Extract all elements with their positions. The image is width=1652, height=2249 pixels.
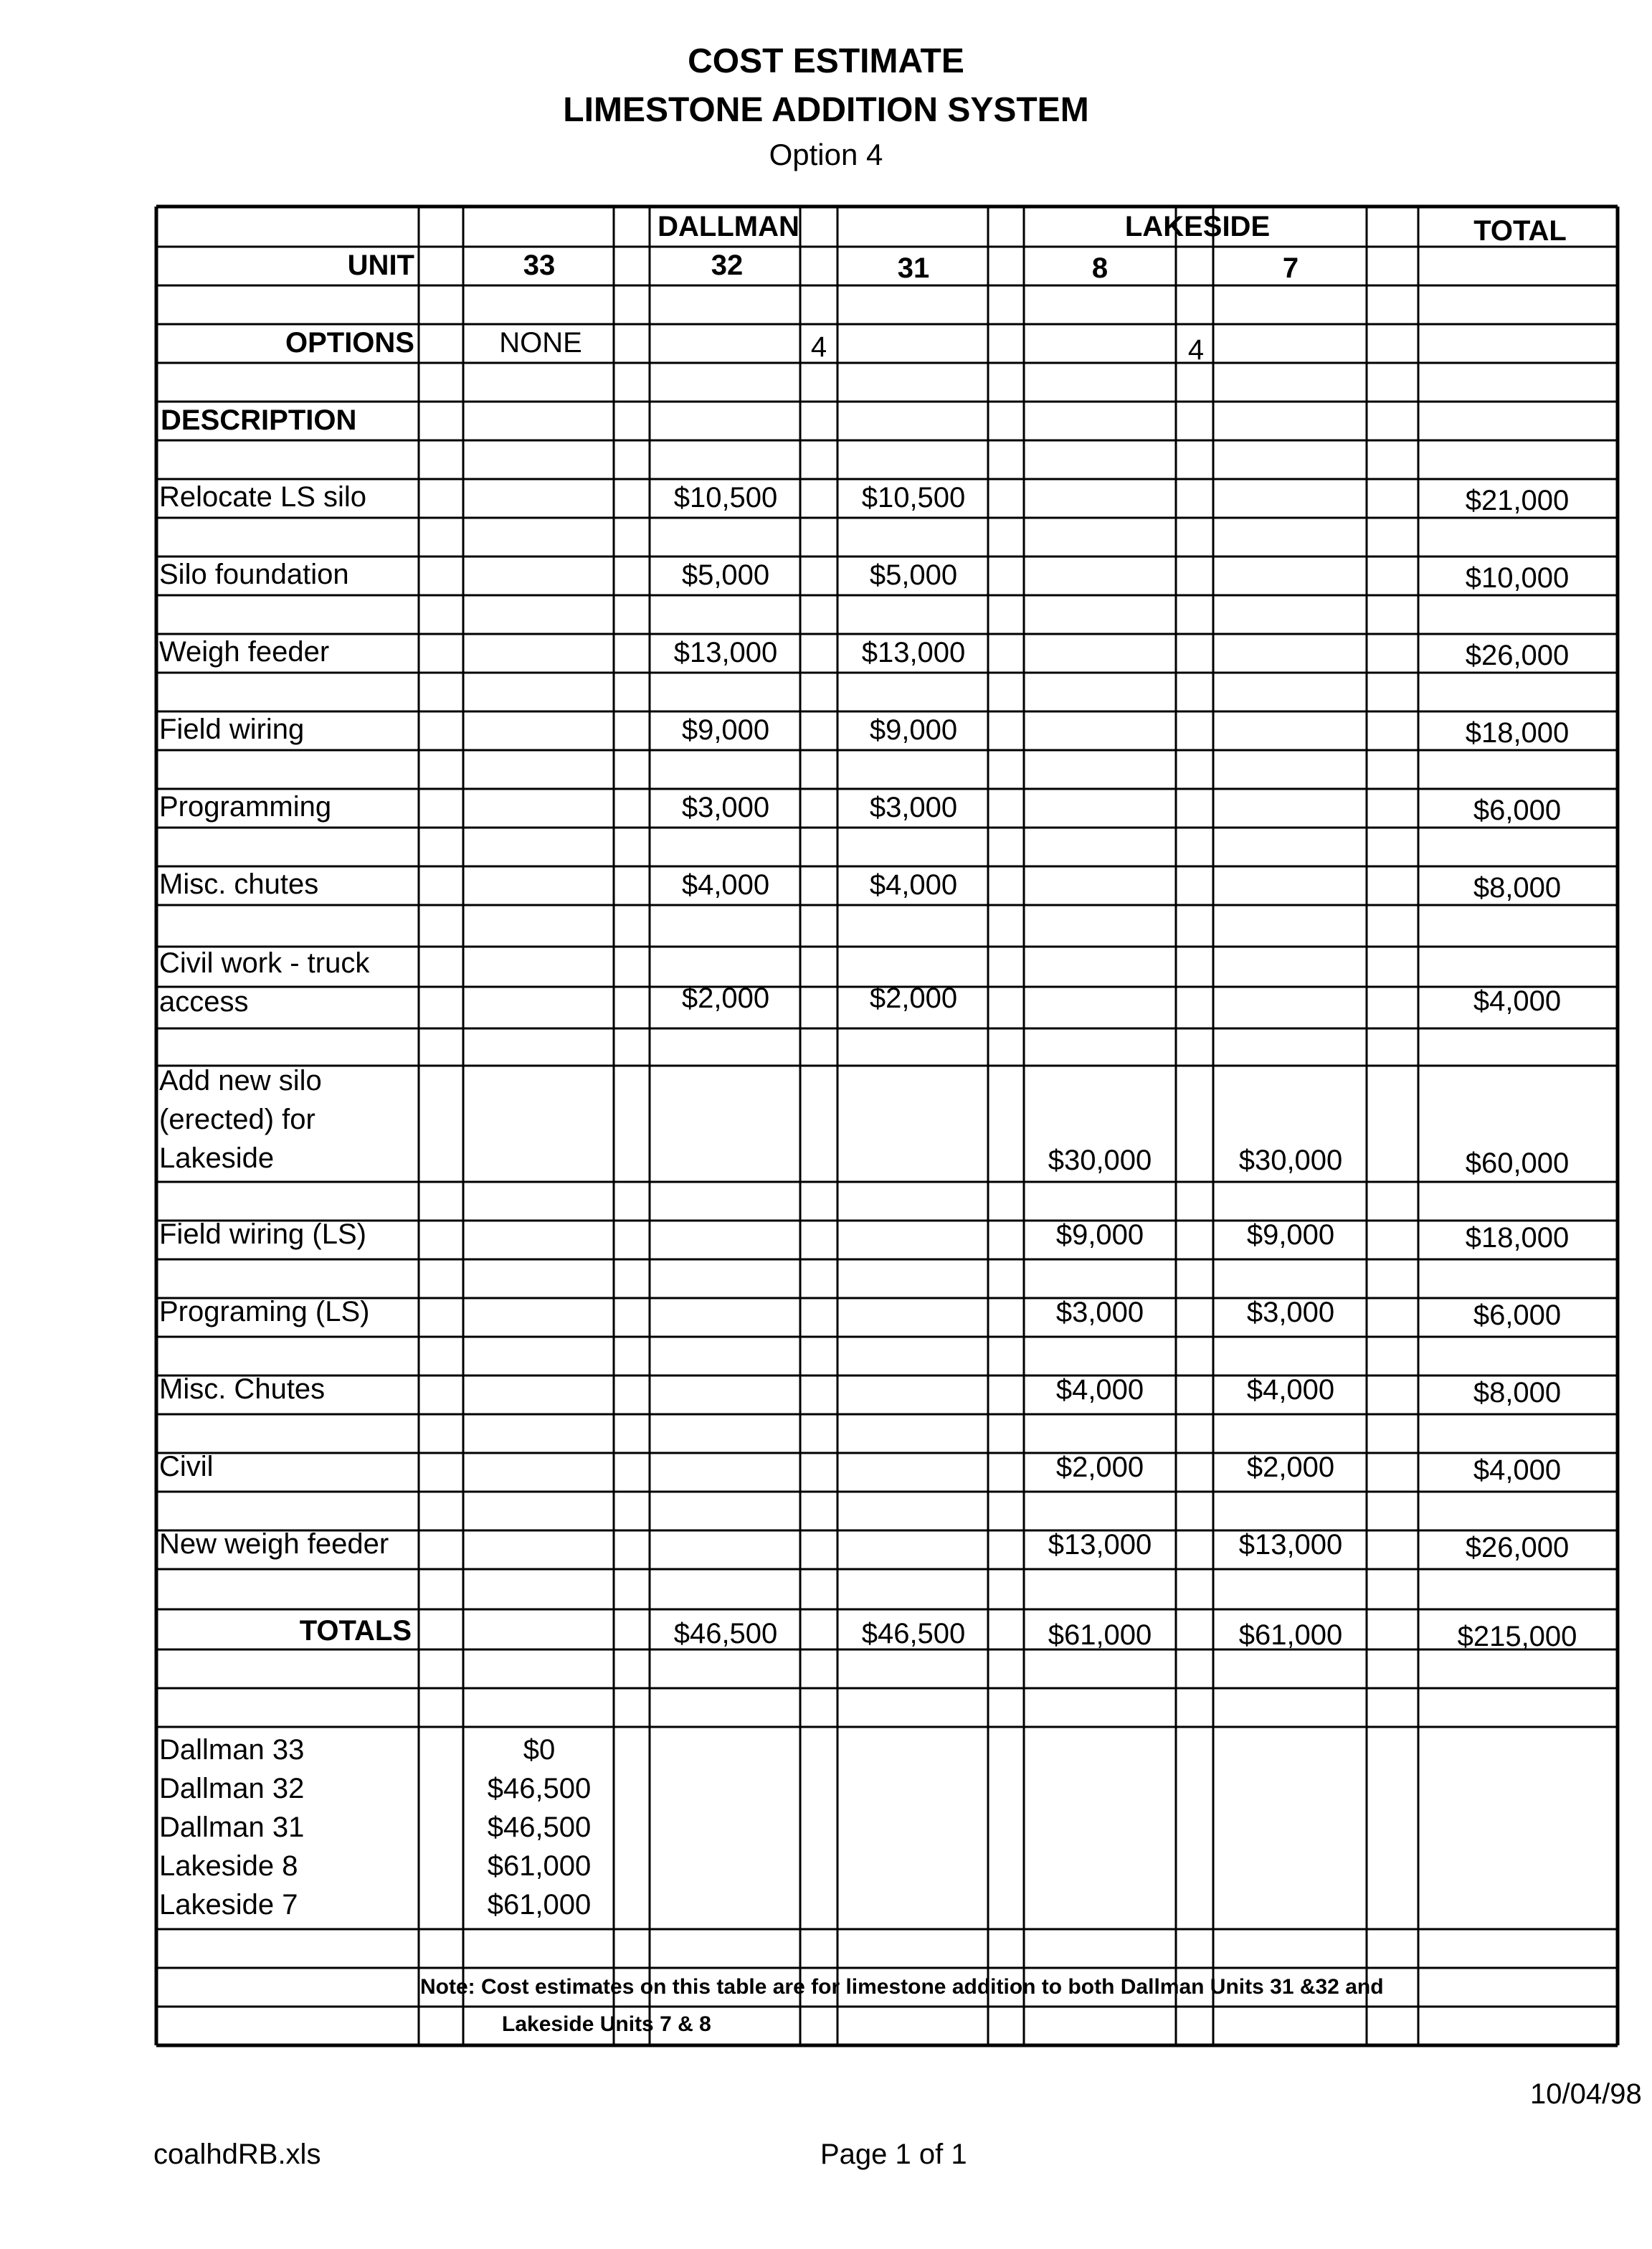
summary-name: Lakeside 7	[159, 1889, 298, 1921]
row-cost-32: $10,500	[673, 482, 778, 513]
row-cost-32: $4,000	[681, 869, 770, 901]
row-cost-31: $3,000	[869, 792, 958, 823]
unit-31: 31	[897, 252, 930, 284]
row-cost-32: $3,000	[681, 792, 770, 823]
row-description: Misc. chutes	[159, 868, 319, 900]
row-description: Civil work - truck access	[159, 947, 370, 1018]
summary-name: Dallman 31	[159, 1812, 305, 1843]
summary-name: Dallman 33	[159, 1734, 305, 1766]
row-description: New weigh feeder	[159, 1528, 389, 1560]
row-cost-7: $2,000	[1246, 1452, 1335, 1483]
totals-31: $46,500	[861, 1618, 966, 1649]
row-cost-total: $21,000	[1465, 485, 1570, 516]
summary-name: Dallman 32	[159, 1773, 305, 1804]
row-cost-31: $2,000	[869, 983, 958, 1014]
footer-filename: coalhdRB.xls	[153, 2139, 321, 2170]
summary-value: $0	[523, 1734, 556, 1766]
row-cost-total: $10,000	[1465, 562, 1570, 594]
row-cost-32: $2,000	[681, 983, 770, 1014]
row-description: Civil	[159, 1451, 214, 1482]
row-cost-8: $30,000	[1048, 1145, 1152, 1176]
row-description: Relocate LS silo	[159, 481, 367, 513]
group-dallman: DALLMAN	[658, 211, 799, 242]
totals-total: $215,000	[1457, 1621, 1577, 1652]
row-description: Weigh feeder	[159, 636, 330, 668]
totals-7: $61,000	[1238, 1619, 1343, 1651]
row-cost-8: $9,000	[1055, 1219, 1144, 1251]
summary-name: Lakeside 8	[159, 1850, 298, 1882]
row-cost-total: $26,000	[1465, 640, 1570, 671]
option-dallman: 4	[810, 331, 827, 363]
row-cost-8: $4,000	[1055, 1374, 1144, 1406]
unit-33: 33	[523, 250, 556, 281]
group-lakeside: LAKESIDE	[1124, 211, 1271, 242]
row-cost-total: $8,000	[1473, 1377, 1562, 1408]
row-cost-31: $9,000	[869, 714, 958, 746]
row-cost-7: $9,000	[1246, 1219, 1335, 1251]
note-line-1: Note: Cost estimates on this table are for limestone addition to both Dallman Units 31 &32 and	[420, 1975, 1384, 1999]
document-title: COST ESTIMATE	[688, 42, 964, 80]
unit-8: 8	[1091, 252, 1109, 284]
row-cost-total: $60,000	[1465, 1147, 1570, 1179]
row-cost-8: $13,000	[1048, 1529, 1152, 1561]
totals-label: TOTALS	[299, 1615, 412, 1647]
document-option: Option 4	[769, 138, 883, 171]
options-label: OPTIONS	[285, 327, 414, 359]
row-cost-total: $8,000	[1473, 872, 1562, 904]
totals-8: $61,000	[1048, 1619, 1152, 1651]
row-cost-31: $10,500	[861, 482, 966, 513]
group-total: TOTAL	[1473, 215, 1567, 247]
row-description: Programing (LS)	[159, 1296, 370, 1327]
row-cost-total: $4,000	[1473, 985, 1562, 1017]
row-cost-31: $13,000	[861, 637, 966, 668]
summary-value: $46,500	[487, 1812, 592, 1843]
row-cost-8: $3,000	[1055, 1297, 1144, 1328]
row-cost-total: $4,000	[1473, 1454, 1562, 1486]
footer-date: 10/04/98	[1530, 2078, 1642, 2110]
document-subtitle: LIMESTONE ADDITION SYSTEM	[563, 91, 1089, 129]
row-description: Silo foundation	[159, 559, 349, 590]
row-cost-total: $6,000	[1473, 1299, 1562, 1331]
row-cost-total: $6,000	[1473, 795, 1562, 826]
description-label: DESCRIPTION	[161, 404, 357, 436]
row-cost-7: $4,000	[1246, 1374, 1335, 1406]
row-cost-31: $5,000	[869, 559, 958, 591]
row-description: Programming	[159, 791, 332, 823]
row-cost-8: $2,000	[1055, 1452, 1144, 1483]
summary-value: $46,500	[487, 1773, 592, 1804]
unit-32: 32	[711, 250, 744, 281]
row-cost-total: $18,000	[1465, 1222, 1570, 1254]
row-cost-7: $3,000	[1246, 1297, 1335, 1328]
row-description: Misc. Chutes	[159, 1373, 326, 1405]
row-cost-31: $4,000	[869, 869, 958, 901]
row-description: Field wiring (LS)	[159, 1218, 366, 1250]
row-cost-32: $9,000	[681, 714, 770, 746]
row-cost-7: $13,000	[1238, 1529, 1343, 1561]
summary-value: $61,000	[487, 1889, 592, 1921]
summary-value: $61,000	[487, 1850, 592, 1882]
row-cost-32: $13,000	[673, 637, 778, 668]
row-cost-32: $5,000	[681, 559, 770, 591]
option-33: NONE	[499, 327, 582, 359]
unit-7: 7	[1282, 252, 1299, 284]
note-line-2: Lakeside Units 7 & 8	[502, 2012, 711, 2036]
row-cost-total: $18,000	[1465, 717, 1570, 749]
row-description: Field wiring	[159, 714, 305, 745]
unit-label: UNIT	[347, 250, 414, 281]
row-cost-7: $30,000	[1238, 1145, 1343, 1176]
row-description: Add new silo (erected) for Lakeside	[159, 1065, 322, 1174]
footer-page: Page 1 of 1	[820, 2139, 967, 2170]
totals-32: $46,500	[673, 1618, 778, 1649]
option-lakeside: 4	[1187, 334, 1205, 366]
row-cost-total: $26,000	[1465, 1532, 1570, 1563]
